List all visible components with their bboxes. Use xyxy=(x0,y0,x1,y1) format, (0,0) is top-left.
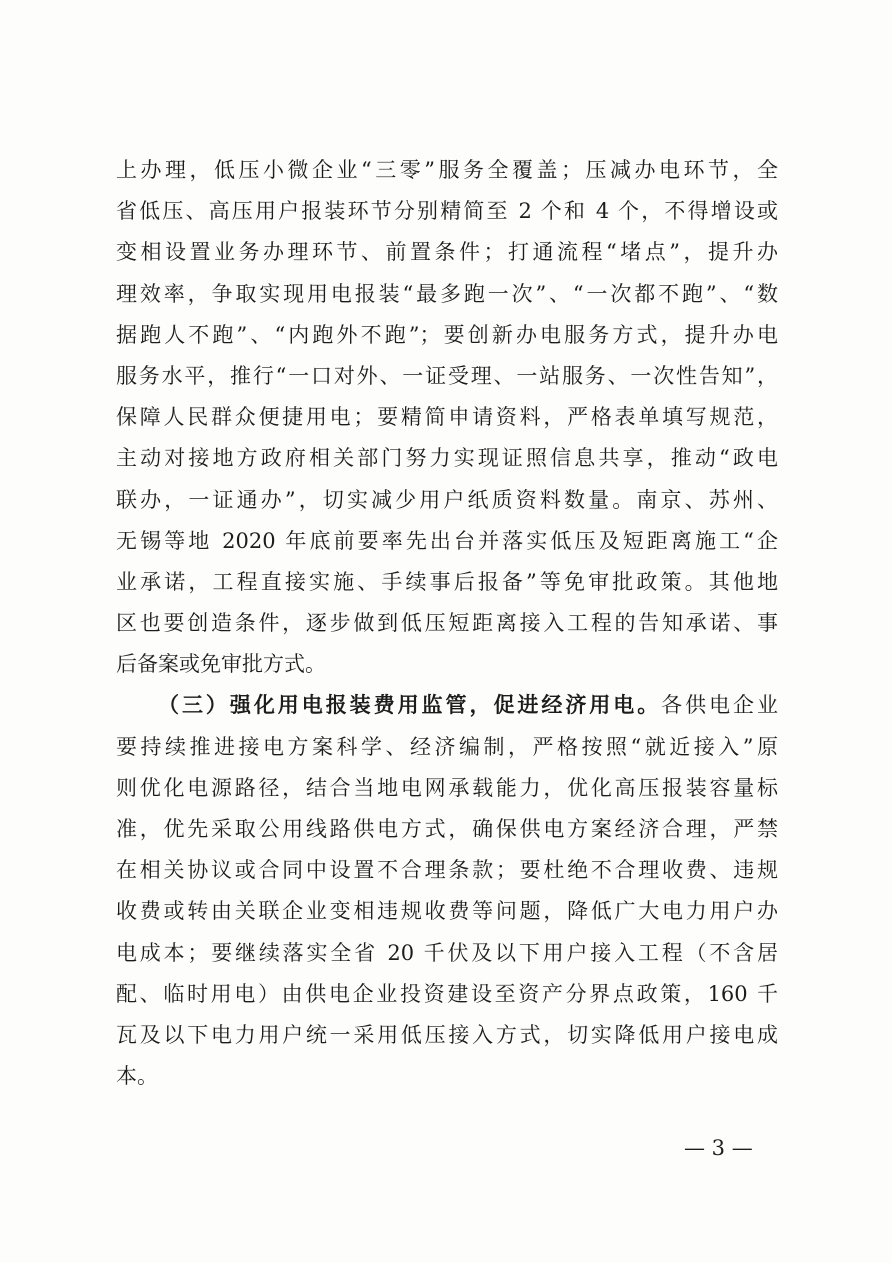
text-line: 本。 xyxy=(116,1064,158,1089)
text-line: 无锡等地 2020 年底前要率先出台并落实低压及短距离施工“企 xyxy=(116,528,778,553)
text-line: 据跑人不跑”、“内跑外不跑”；要创新办电服务方式，提升办电 xyxy=(116,322,778,347)
body-text xyxy=(116,150,778,1097)
text-line: 后备案或免审批方式。 xyxy=(116,652,326,677)
text-line: 理效率，争取实现用电报装“最多跑一次”、“一次都不跑”、“数 xyxy=(116,281,778,306)
text-line: 变相设置业务办理环节、前置条件；打通流程“堵点”，提升办 xyxy=(116,240,778,265)
text-line: 业承诺，工程直接实施、手续事后报备”等免审批政策。其他地 xyxy=(116,569,778,594)
text-line: 在相关协议或合同中设置不合理条款；要杜绝不合理收费、违规 xyxy=(116,858,778,883)
paragraph-2 xyxy=(116,685,778,1097)
text-line: 要持续推进接电方案科学、经济编制，严格按照“就近接入”原 xyxy=(116,734,778,759)
text-line: 服务水平，推行“一口对外、一证受理、一站服务、一次性告知”， xyxy=(116,363,778,388)
text-line: 准，优先采取公用线路供电方式，确保供电方案经济合理，严禁 xyxy=(116,817,778,841)
text-line: 省低压、高压用户报装环节分别精简至 2 个和 4 个，不得增设或 xyxy=(116,199,778,224)
text-line: 配、临时用电）由供电企业投资建设至资产分界点政策，160 千 xyxy=(116,981,778,1006)
paragraph-1 xyxy=(116,150,778,685)
page-number: — 3 — xyxy=(684,1136,753,1160)
text-line: 主动对接地方政府相关部门努力实现证照信息共享，推动“政电 xyxy=(116,446,778,471)
section-heading: （三）强化用电报装费用监管，促进经济用电。 xyxy=(158,693,662,718)
text-line: 则优化电源路径，结合当地电网承载能力，优化高压报装容量标 xyxy=(116,775,778,800)
text-line: 电成本；要继续落实全省 20 千伏及以下用户接入工程（不含居 xyxy=(116,940,778,965)
text-line: 联办，一证通办”，切实减少用户纸质资料数量。南京、苏州、 xyxy=(116,487,778,512)
heading-line-rest: 各供电企业 xyxy=(661,693,779,718)
text-line: 保障人民群众便捷用电；要精简申请资料，严格表单填写规范， xyxy=(116,405,778,430)
paragraph-first-line xyxy=(116,685,778,726)
text-line: 上办理，低压小微企业“三零”服务全覆盖；压减办电环节，全 xyxy=(116,158,778,182)
text-line: 区也要创造条件，逐步做到低压短距离接入工程的告知承诺、事 xyxy=(116,611,778,636)
text-line: 收费或转由关联企业变相违规收费等问题，降低广大电力用户办 xyxy=(116,899,778,924)
text-line: 瓦及以下电力用户统一采用低压接入方式，切实降低用户接电成 xyxy=(116,1022,778,1047)
